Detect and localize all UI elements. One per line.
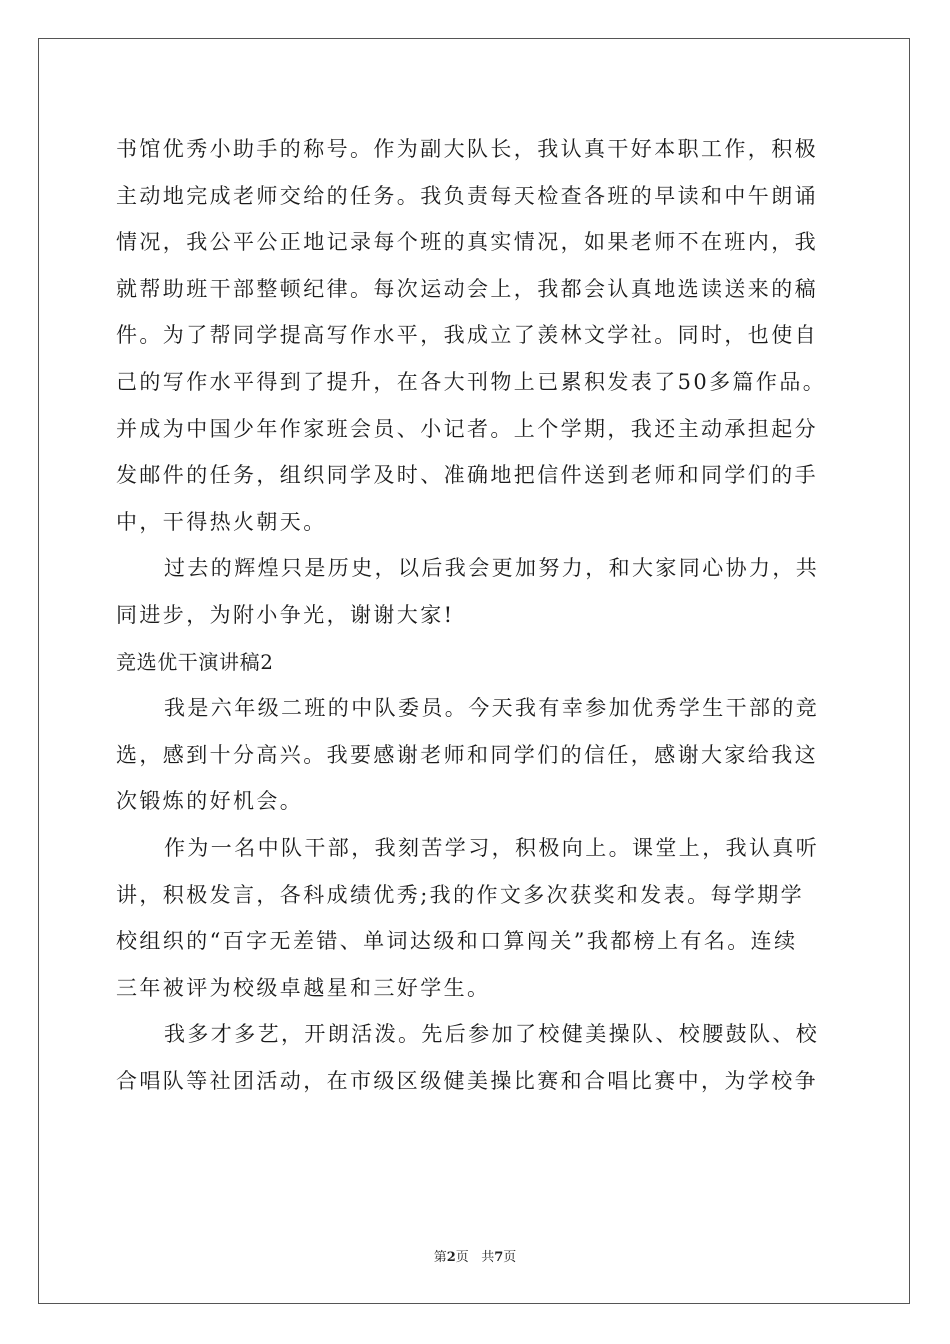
footer-total-unit: 页 <box>503 1250 517 1265</box>
footer-total-prefix: 共 <box>481 1250 495 1265</box>
text-line: 过去的辉煌只是历史，以后我会更加努力，和大家同心协力，共 <box>164 556 820 581</box>
text-line: 合唱队等社团活动，在市级区级健美操比赛和合唱比赛中，为学校争 <box>116 1068 818 1093</box>
current-page-number: 2 <box>446 1250 456 1265</box>
total-page-number: 7 <box>494 1250 504 1265</box>
text-line: 就帮助班干部整顿纪律。每次运动会上，我都会认真地选读送来的稿 <box>116 276 818 301</box>
text-line: 次锻炼的好机会。 <box>116 789 304 814</box>
section-heading: 竞选优干演讲稿2 <box>116 649 274 674</box>
text-line: 我是六年级二班的中队委员。今天我有幸参加优秀学生干部的竞 <box>164 696 820 721</box>
text-line: 中，干得热火朝天。 <box>116 509 327 534</box>
document-body <box>116 126 836 1104</box>
text-line: 情况，我公平公正地记录每个班的真实情况，如果老师不在班内，我 <box>116 230 818 255</box>
text-line: 发邮件的任务，组织同学及时、准确地把信件送到老师和同学们的手 <box>116 463 818 488</box>
text-line: 我多才多艺，开朗活泼。先后参加了校健美操队、校腰鼓队、校 <box>164 1022 820 1047</box>
text-line: 选，感到十分高兴。我要感谢老师和同学们的信任，感谢大家给我这 <box>116 742 818 767</box>
footer-prefix: 第 <box>433 1250 447 1265</box>
text-line: 件。为了帮同学提高写作水平，我成立了羡林文学社。同时，也使自 <box>116 323 818 348</box>
text-line: 主动地完成老师交给的任务。我负责每天检查各班的早读和中午朗诵 <box>116 183 818 208</box>
text-line: 讲，积极发言，各科成绩优秀;我的作文多次获奖和发表。每学期学 <box>116 882 805 907</box>
text-line: 己的写作水平得到了提升，在各大刊物上已累积发表了50多篇作品。 <box>116 369 827 394</box>
text-line: 三年被评为校级卓越星和三好学生。 <box>116 975 491 1000</box>
page-footer <box>0 1246 950 1265</box>
text-line: 校组织的“百字无差错、单词达级和口算闯关”我都榜上有名。连续 <box>116 929 798 954</box>
text-line: 书馆优秀小助手的称号。作为副大队长，我认真干好本职工作，积极 <box>116 137 818 161</box>
text-line: 作为一名中队干部，我刻苦学习，积极向上。课堂上，我认真听 <box>164 835 820 860</box>
text-line: 并成为中国少年作家班会员、小记者。上个学期，我还主动承担起分 <box>116 416 818 441</box>
text-line: 同进步，为附小争光，谢谢大家! <box>116 602 455 627</box>
footer-page-unit: 页 <box>455 1250 469 1265</box>
